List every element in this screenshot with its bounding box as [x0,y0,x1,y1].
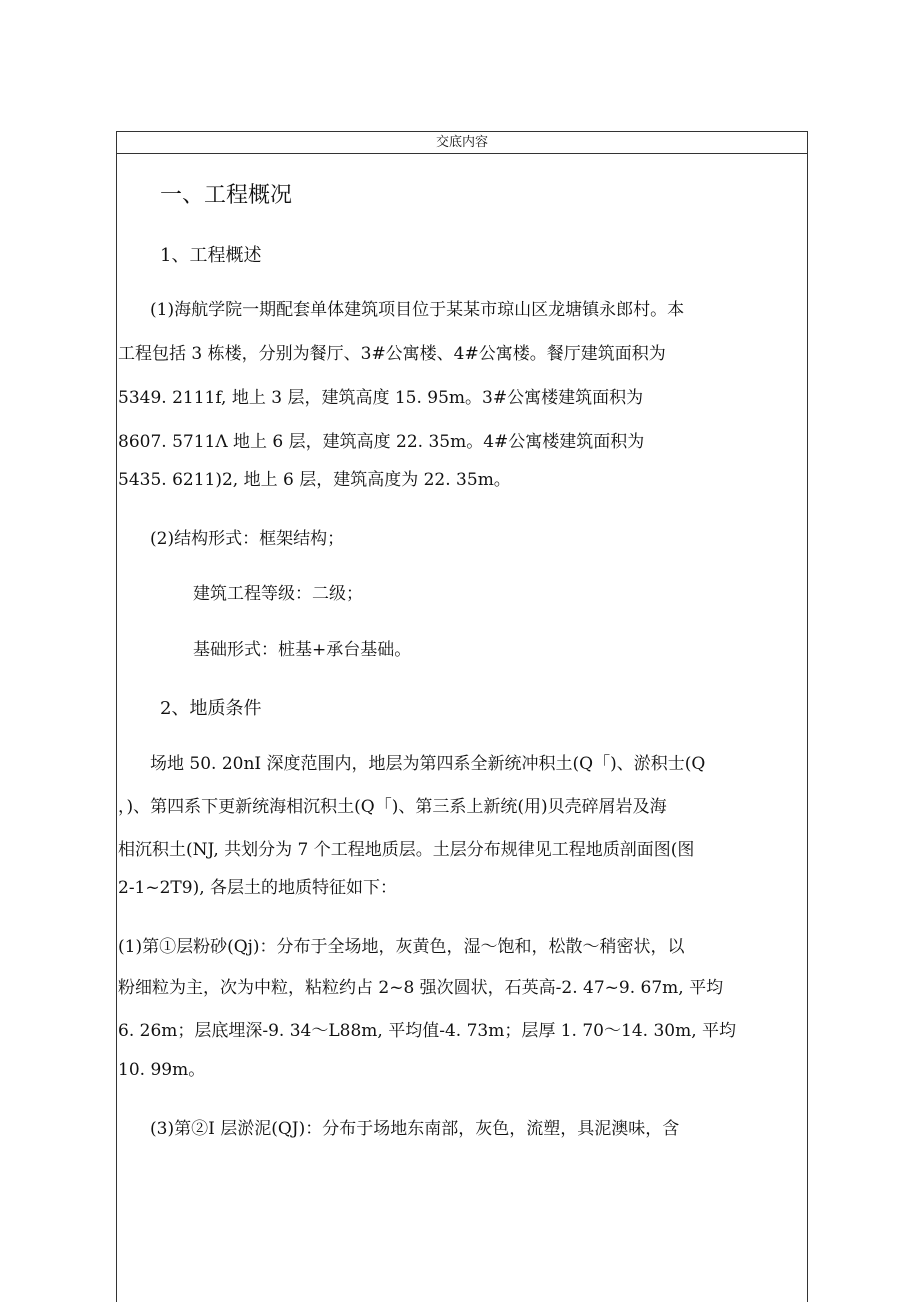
paragraph-line: 6. 26m；层底埋深-9. 34～L88m, 平均值-4. 73m；层厚 1. 70～14. 30m, 平均 [118,1021,737,1041]
structure-form: (2)结构形式：框架结构； [150,529,345,549]
subsection-heading: 2、地质条件 [160,698,262,719]
foundation-form: 基础形式：桩基+承台基础。 [193,640,412,660]
paragraph-line: (1)海航学院一期配套单体建筑项目位于某某市琼山区龙塘镇永郎村。本 [150,300,685,320]
paragraph-line: 8607. 5711Λ 地上 6 层，建筑高度 22. 35m。4#公寓楼建筑面积为 [118,432,645,452]
subsection-heading: 1、工程概述 [160,245,262,266]
paragraph-line: (3)第②I 层淤泥(QJ)：分布于场地东南部，灰色，流塑，具泥澳味，含 [150,1119,680,1139]
building-grade: 建筑工程等级：二级； [193,584,363,604]
paragraph-line: (1)第①层粉砂(Qj)：分布于全场地，灰黄色，湿～饱和，松散～稍密状，以 [118,937,685,957]
paragraph-line: 10. 99m。 [118,1060,206,1080]
paragraph-line: 5349. 2111f, 地上 3 层，建筑高度 15. 95m。3#公寓楼建筑面积为 [118,388,644,408]
paragraph-line: 2-1~2T9), 各层土的地质特征如下： [118,878,398,898]
table-header: 交底内容 [117,132,807,154]
paragraph-line: 工程包括 3 栋楼，分别为餐厅、3#公寓楼、4#公寓楼。餐厅建筑面积为 [118,344,666,364]
paragraph-line: 相沉积土(NJ, 共划分为 7 个工程地质层。土层分布规律见工程地质剖面图(图 [118,840,695,860]
section-heading: 一、工程概况 [160,183,293,208]
paragraph-line: 5435. 6211)2, 地上 6 层，建筑高度为 22. 35m。 [118,470,511,490]
paragraph-line: 粉细粒为主，次为中粒，粘粒约占 2~8 强次圆状，石英高-2. 47~9. 67m, 平均 [118,978,724,998]
paragraph-line: 场地 50. 20nI 深度范围内，地层为第四系全新统冲积土(Q「)、淤积士(Q [150,754,706,774]
paragraph-line: ，)、第四系下更新统海相沉积土(Q「)、第三系上新统(用)贝壳碎屑岩及海 [118,797,667,817]
